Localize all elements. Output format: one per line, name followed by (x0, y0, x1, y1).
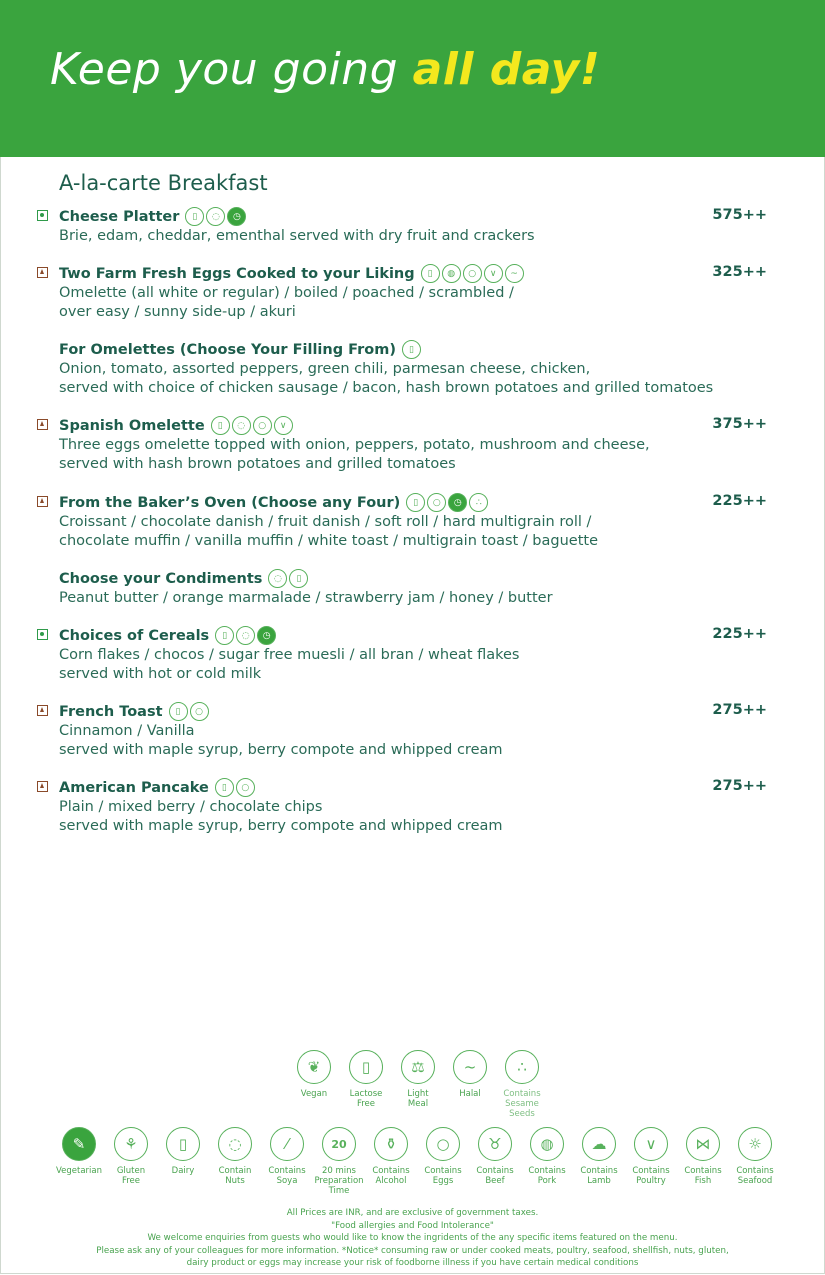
item-price: 225++ (712, 493, 767, 509)
legend-vegan: ❦ Vegan (288, 1050, 340, 1119)
item-desc: Plain / mixed berry / chocolate chips served with maple syrup, berry compote and whipped cream (59, 799, 503, 834)
sheep-icon: ☁ (582, 1127, 616, 1161)
item-desc: Peanut butter / orange marmalade / strawberry jam / honey / butter (59, 590, 553, 606)
legend-gluten-free: ⚘ Gluten Free (105, 1127, 157, 1196)
bottle-icon: ▯ (421, 264, 440, 283)
bottle-icon: ▯ (185, 207, 204, 226)
nonveg-marker-icon (37, 496, 48, 507)
egg-icon: ○ (463, 264, 482, 283)
carrot-icon: ✎ (62, 1127, 96, 1161)
item-name: For Omelettes (Choose Your Filling From) (59, 341, 396, 358)
item-name: Cheese Platter (59, 208, 180, 225)
bottle-icon: ▯ (349, 1050, 383, 1084)
nut-icon: ◌ (232, 416, 251, 435)
legend-soya: ⁄ Contains Soya (261, 1127, 313, 1196)
bottle-icon: ▯ (215, 778, 234, 797)
item-desc: Cinnamon / Vanilla served with maple syrup, berry compote and whipped cream (59, 723, 503, 758)
legend-sesame: ∴ Contains Sesame Seeds (496, 1050, 548, 1119)
item-price: 325++ (712, 264, 767, 280)
legend-fish: ⋈ Contains Fish (677, 1127, 729, 1196)
item-desc: Onion, tomato, assorted peppers, green chili, parmesan cheese, chicken, served with choice of chicken sausage / bacon, hash brown potatoes and grilled tomatoes (59, 361, 714, 396)
cow-icon: ♉ (478, 1127, 512, 1161)
veg-marker-icon (37, 210, 48, 221)
bottle-icon: ▯ (289, 569, 308, 588)
headline-lead: Keep you going (50, 44, 413, 95)
legend-poultry: ∨ Contains Poultry (625, 1127, 677, 1196)
halal-icon: ~ (505, 264, 524, 283)
headline-highlight: all day! (412, 44, 601, 95)
soya-icon: ⁄ (270, 1127, 304, 1161)
shell-icon: ☼ (738, 1127, 772, 1161)
timer-icon: ◷ (448, 493, 467, 512)
legend-seafood: ☼ Contains Seafood (729, 1127, 781, 1196)
chicken-icon: ∨ (484, 264, 503, 283)
milk-icon: ▯ (166, 1127, 200, 1161)
egg-icon: ○ (427, 493, 446, 512)
item-name: Choices of Cereals (59, 627, 210, 644)
item-desc: Corn flakes / chocos / sugar free muesli / all bran / wheat flakes served with hot or cold milk (59, 647, 520, 682)
bottle-icon: ▯ (215, 626, 234, 645)
item-name: From the Baker’s Oven (Choose any Four) (59, 494, 401, 511)
nonveg-marker-icon (37, 267, 48, 278)
halal-icon: ~ (453, 1050, 487, 1084)
sesame-icon: ∴ (505, 1050, 539, 1084)
veg-marker-icon (37, 629, 48, 640)
wheat-icon: ⚘ (114, 1127, 148, 1161)
nut-icon: ◌ (206, 207, 225, 226)
nonveg-marker-icon (37, 781, 48, 792)
section-title: A-la-carte Breakfast (59, 171, 268, 195)
egg-icon: ○ (236, 778, 255, 797)
nonveg-marker-icon (37, 705, 48, 716)
leaf-icon: ❦ (297, 1050, 331, 1084)
bottle-icon: ▯ (406, 493, 425, 512)
item-desc: Brie, edam, cheddar, ementhal served with dry fruit and crackers (59, 228, 535, 244)
chicken-icon: ∨ (274, 416, 293, 435)
item-desc: Croissant / chocolate danish / fruit danish / soft roll / hard multigrain roll / chocolate muffin / vanilla muffin / white toast / multigrain toast / baguette (59, 514, 598, 549)
egg-icon: ○ (190, 702, 209, 721)
item-desc: Omelette (all white or regular) / boiled / poached / scrambled / over easy / sunny side-up / akuri (59, 285, 514, 320)
item-name: Choose your Condiments (59, 570, 263, 587)
bottle-icon: ▯ (402, 340, 421, 359)
item-name: Two Farm Fresh Eggs Cooked to your Liking (59, 265, 415, 282)
legend-nuts: ◌ Contain Nuts (209, 1127, 261, 1196)
legend-alcohol: ⚱ Contains Alcohol (365, 1127, 417, 1196)
item-name: French Toast (59, 703, 163, 720)
item-price: 375++ (712, 416, 767, 432)
item-price: 225++ (712, 626, 767, 642)
egg-icon: ○ (426, 1127, 460, 1161)
legend-pork: ◍ Contains Pork (521, 1127, 573, 1196)
bottle-icon: ▯ (211, 416, 230, 435)
scale-icon: ⚖ (401, 1050, 435, 1084)
fish-icon: ⋈ (686, 1127, 720, 1161)
nut-icon: ◌ (268, 569, 287, 588)
item-price: 275++ (712, 702, 767, 718)
timer-icon: ◷ (257, 626, 276, 645)
item-price: 275++ (712, 778, 767, 794)
item-price: 575++ (712, 207, 767, 223)
legend-lactose-free: ▯ Lactose Free (340, 1050, 392, 1119)
legend-eggs: ○ Contains Eggs (417, 1127, 469, 1196)
headline (50, 44, 600, 95)
legend-prep-time: 20 20 mins Preparation Time (313, 1127, 365, 1196)
pig-icon: ◍ (530, 1127, 564, 1161)
wine-icon: ⚱ (374, 1127, 408, 1161)
legend-bottom (53, 1127, 781, 1196)
egg-icon: ○ (253, 416, 272, 435)
item-name: Spanish Omelette (59, 417, 205, 434)
timer-icon: ◷ (227, 207, 246, 226)
timer-icon: 20 (322, 1127, 356, 1161)
chicken-icon: ∨ (634, 1127, 668, 1161)
legend-light-meal: ⚖ Light Meal (392, 1050, 444, 1119)
legend-beef: ♉ Contains Beef (469, 1127, 521, 1196)
bottle-icon: ▯ (169, 702, 188, 721)
item-name: American Pancake (59, 779, 209, 796)
legend-lamb: ☁ Contains Lamb (573, 1127, 625, 1196)
pig-icon: ◍ (442, 264, 461, 283)
sesame-icon: ∴ (469, 493, 488, 512)
nut-icon: ◌ (218, 1127, 252, 1161)
legend-dairy: ▯ Dairy (157, 1127, 209, 1196)
legend-halal: ~ Halal (444, 1050, 496, 1119)
legend-vegetarian: ✎ Vegetarian (53, 1127, 105, 1196)
nut-icon: ◌ (236, 626, 255, 645)
nonveg-marker-icon (37, 419, 48, 430)
item-desc: Three eggs omelette topped with onion, peppers, potato, mushroom and cheese, served with hash brown potatoes and grilled tomatoes (59, 437, 650, 472)
footer-notice: All Prices are INR, and are exclusive of government taxes. "Food allergies and Food Intolerance" We welcome enquiries from guests who would like to know the ingridents of the any specific items featured on the menu. Please ask any of your colleagues for more information. *Notice* consuming raw or under cooked meats, poultry, seafood, shellfish, nuts, gluten, dairy product or eggs may increase your risk of foodborne illness if you have certain medical conditions (96, 1208, 729, 1268)
legend-top (288, 1050, 548, 1119)
